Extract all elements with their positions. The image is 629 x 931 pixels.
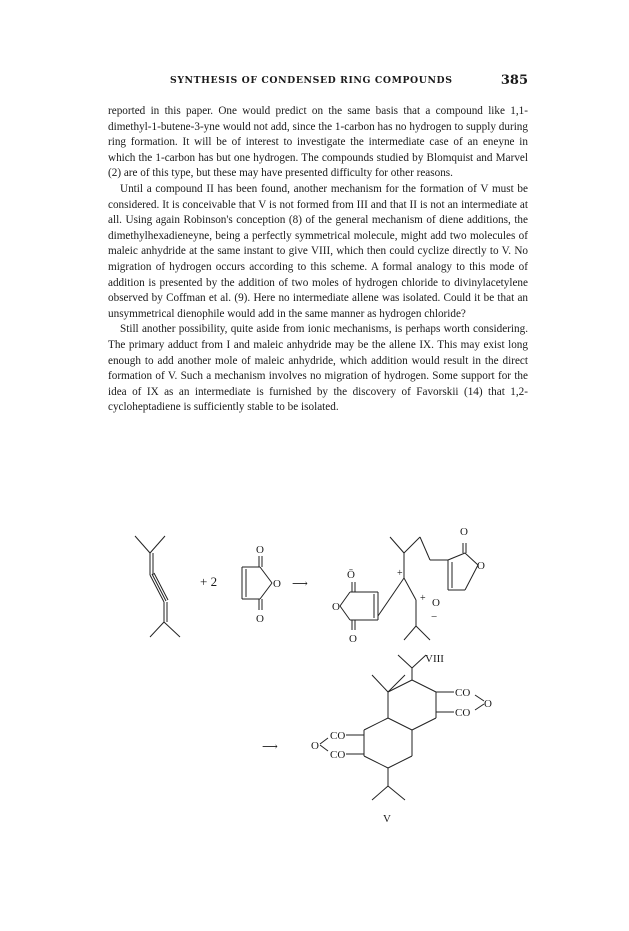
anhydride-carbonyl-o-top: O — [256, 544, 264, 556]
page-number: 385 — [500, 73, 528, 88]
viii-carbonyl-o-bottom: O — [349, 633, 357, 645]
reaction-arrow-1: ⟶ — [292, 578, 308, 590]
running-title: SYNTHESIS OF CONDENSED RING COMPOUNDS — [170, 75, 453, 86]
label-v: V — [383, 813, 391, 825]
v-anhydride-o-right: O — [484, 698, 492, 710]
viii-o-right-anion: O — [432, 597, 440, 609]
v-co-group-3: CO — [330, 730, 346, 742]
viii-carbonyl-o-top: O — [460, 526, 468, 538]
paragraph-3: Still another possibility, quite aside from ionic mechanisms, is perhaps worth considering. The primary adduct from I and maleic anhydride may be the allene IX. This may exist long enough to add another mole of maleic anhydride, which addition would result in the direct formation of V. Such a mechanism involves no migration of hydrogen. Some support for the idea of IX as an intermediate is furnished by the discovery of Favorskii (14) that 1,2-cycloheptadiene is sufficiently stable to be isolated. — [108, 323, 528, 414]
v-co-group-1: CO — [455, 687, 471, 699]
paragraph-2: Until a compound II has been found, another mechanism for the formation of V must be considered. It is conceivable that V is not formed from III and that II is not an intermediate at all. Using again Robinson's conception (8) of the general mechanism of diene additions, the dimethylhexadieneyne, being a perfectly symmetrical molecule, might add two molecules of maleic anhydride at the same instant to give VIII, which then could cyclize directly to V. No migration of hydrogen occurs according to this scheme. A formal analogy to this mode of addition is presented by the addition of two moles of hydrogen chloride to divinylacetylene observed by Coffman et al. (9). Here no intermediate allene was isolated. Could it be that an unsymmetrical dienophile would add in the same manner as hydrogen chloride? — [108, 182, 528, 320]
v-co-group-2: CO — [455, 707, 471, 719]
maleic-anhydride-structure — [242, 556, 272, 610]
dimethylhexadieneyne-structure — [135, 536, 180, 637]
anhydride-ring-o: O — [273, 578, 281, 590]
v-anhydride-o-left: O — [311, 740, 319, 752]
viii-ring-o-left: O — [332, 601, 340, 613]
anhydride-carbonyl-o-bottom: O — [256, 613, 264, 625]
viii-o-minus-left: Ō — [347, 569, 355, 581]
viii-plus-charge-2: + — [420, 593, 426, 604]
viii-ring-o-right: O — [477, 560, 485, 572]
coefficient-label: + 2 — [200, 574, 218, 589]
v-co-group-4: CO — [330, 749, 346, 761]
reaction-arrow-2: ⟶ — [262, 741, 278, 753]
intermediate-viii-structure — [340, 537, 478, 640]
label-viii: VIII — [425, 653, 444, 665]
product-v-structure — [320, 655, 484, 800]
paragraph-1: reported in this paper. One would predict on the same basis that a compound like 1,1-dimethyl-1-butene-3-yne would not add, since the 1-carbon has no hydrogen to supply during ring formation. It will be of interest to investigate the intermediate case of an eneyne in which the 1-carbon has but one hydrogen. The compounds studied by Blomquist and Marvel (2) are of this type, but these may have presented difficulty for other reasons. — [108, 105, 528, 180]
viii-minus-charge: − — [431, 611, 438, 623]
viii-plus-charge-1: + — [397, 568, 403, 579]
